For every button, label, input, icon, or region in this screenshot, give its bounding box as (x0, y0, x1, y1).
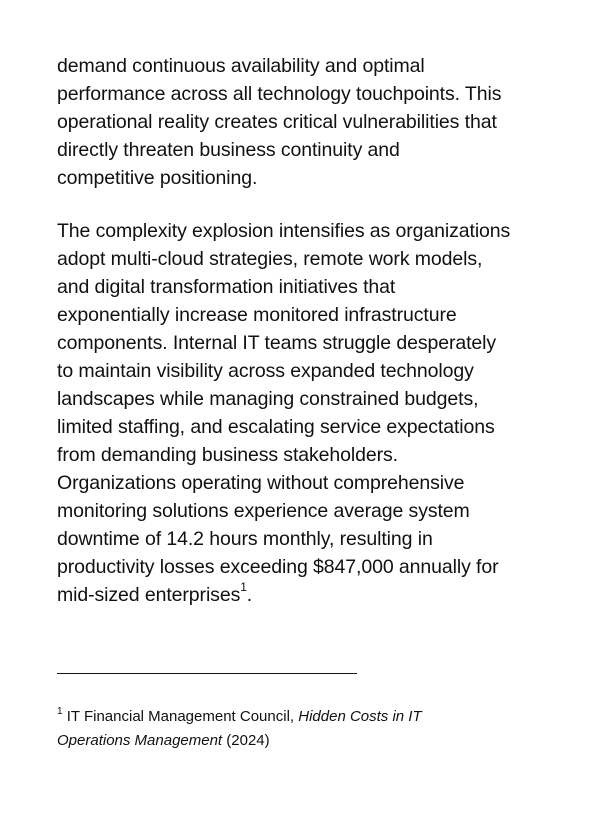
paragraph-1 (57, 52, 547, 192)
footnote (57, 705, 547, 753)
paragraph-line: operational reality creates critical vulnerabilities that (57, 111, 497, 133)
last-line-text: mid-sized enterprises (57, 584, 241, 606)
paragraph-line: from demanding business stakeholders. (57, 444, 398, 466)
last-line-period: . (246, 584, 253, 606)
paragraph-last-line (57, 581, 547, 609)
paragraph-line: and digital transformation initiatives that (57, 276, 396, 298)
footnote-source: IT Financial Management Council, (66, 708, 295, 725)
footnote-separator (57, 673, 357, 674)
paragraph-line: downtime of 14.2 hours monthly, resulting in (57, 528, 433, 550)
paragraph-line: limited staffing, and escalating service expectations (57, 416, 495, 438)
paragraph-line: performance across all technology touchpoints. This (57, 83, 502, 105)
paragraph-line: exponentially increase monitored infrastructure (57, 304, 457, 326)
footnote-title-part-2: Operations Management (57, 732, 223, 749)
paragraph-line: The complexity explosion intensifies as organizations (57, 220, 511, 242)
paragraph-line: components. Internal IT teams struggle desperately (57, 332, 497, 354)
footnote-line-2 (57, 729, 547, 753)
paragraph-line: directly threaten business continuity and (57, 139, 400, 161)
paragraph-line: Organizations operating without comprehensive (57, 472, 465, 494)
paragraph-line: to maintain visibility across expanded technology (57, 360, 474, 382)
footnote-marker: 1 (57, 706, 63, 717)
footnote-year: (2024) (226, 732, 270, 749)
paragraph-line: competitive positioning. (57, 167, 258, 189)
paragraph-line: productivity losses exceeding $847,000 annually for (57, 556, 499, 578)
footnote-title-part-1: Hidden Costs in IT (298, 708, 422, 725)
paragraph-2 (57, 217, 547, 609)
footnote-line-1 (57, 705, 547, 729)
paragraph-line: demand continuous availability and optimal (57, 55, 425, 77)
footnote-reference[interactable]: 1 (240, 579, 247, 594)
paragraph-line: monitoring solutions experience average system (57, 500, 470, 522)
paragraph-line: landscapes while managing constrained budgets, (57, 388, 479, 410)
paragraph-line: adopt multi-cloud strategies, remote work models, (57, 248, 483, 270)
